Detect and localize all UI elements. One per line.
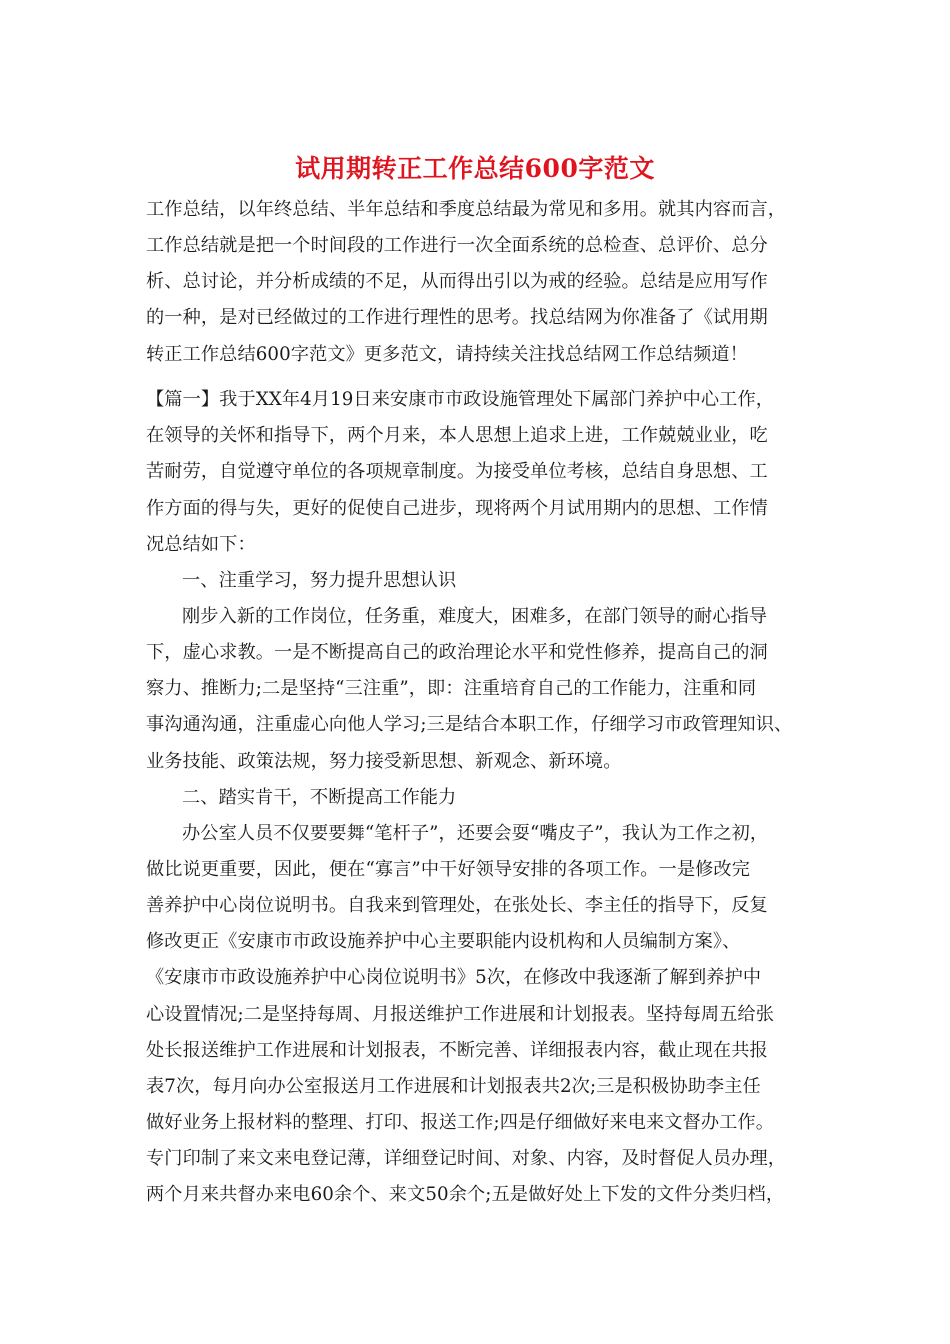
section-heading: 一、注重学习，努力提升思想认识 [182,570,457,591]
body-line: 转正工作总结600字范文》更多范文，请持续关注找总结网工作总结频道！ [146,344,748,365]
body-line: 《安康市市政设施养护中心岗位说明书》5次，在修改中我逐渐了解到养护中 [146,967,762,988]
body-line: 表7次，每月向办公室报送月工作进展和计划报表共2次;三是积极协助李主任 [146,1076,761,1097]
section-heading: 二、踏实肯干，不断提高工作能力 [182,787,457,808]
body-line: 苦耐劳，自觉遵守单位的各项规章制度。为接受单位考核，总结自身思想、工 [146,461,768,482]
body-line: 修改更正《安康市市政设施养护中心主要职能内设机构和人员编制方案》、 [146,931,741,952]
body-line: 做比说更重要，因此，便在“寡言”中干好领导安排的各项工作。一是修改完 [146,859,750,880]
body-line: 业务技能、政策法规，努力接受新思想、新观念、新环境。 [146,751,622,772]
body-line: 况总结如下： [146,534,256,555]
body-line: 析、总讨论，并分析成绩的不足，从而得出引以为戒的经验。总结是应用写作 [146,271,768,292]
body-line: 【篇一】我于XX年4月19日来安康市市政设施管理处下属部门养护中心工作， [146,389,775,410]
body-line: 在领导的关怀和指导下，两个月来，本人思想上追求上进，工作兢兢业业，吃 [146,425,768,446]
body-line: 作方面的得与失，更好的促使自己进步，现将两个月试用期内的思想、工作情 [146,498,768,519]
body-line: 专门印制了来文来电登记薄，详细登记时间、对象、内容，及时督促人员办理， [146,1148,787,1169]
body-line: 事沟通沟通，注重虚心向他人学习;三是结合本职工作，仔细学习市政管理知识、 [146,714,793,735]
body-line: 的一种，是对已经做过的工作进行理性的思考。找总结网为你准备了《试用期 [146,307,768,328]
body-line: 办公室人员不仅要要舞“笔杆子”，还要会耍“嘴皮子”，我认为工作之初， [182,823,769,844]
body-line: 下，虚心求教。一是不断提高自己的政治理论水平和党性修养，提高自己的洞 [146,642,768,663]
body-line: 两个月来共督办来电60余个、来文50余个;五是做好处上下发的文件分类归档， [146,1184,785,1205]
body-line: 处长报送维护工作进展和计划报表，不断完善、详细报表内容，截止现在共报 [146,1040,768,1061]
body-line: 刚步入新的工作岗位，任务重，难度大，困难多，在部门领导的耐心指导 [182,606,768,627]
body-line: 工作总结就是把一个时间段的工作进行一次全面系统的总检查、总评价、总分 [146,235,768,256]
document-title: 试用期转正工作总结600字范文 [295,154,655,183]
body-line: 做好业务上报材料的整理、打印、报送工作;四是仔细做好来电来文督办工作。 [146,1112,775,1133]
body-line: 善养护中心岗位说明书。自我来到管理处，在张处长、李主任的指导下，反复 [146,895,768,916]
body-line: 心设置情况;二是坚持每周、月报送维护工作进展和计划报表。坚持每周五给张 [146,1004,775,1025]
body-line: 察力、推断力;二是坚持“三注重”，即：注重培育自己的工作能力，注重和同 [146,678,757,699]
body-line: 工作总结，以年终总结、半年总结和季度总结最为常见和多用。就其内容而言， [146,199,787,220]
